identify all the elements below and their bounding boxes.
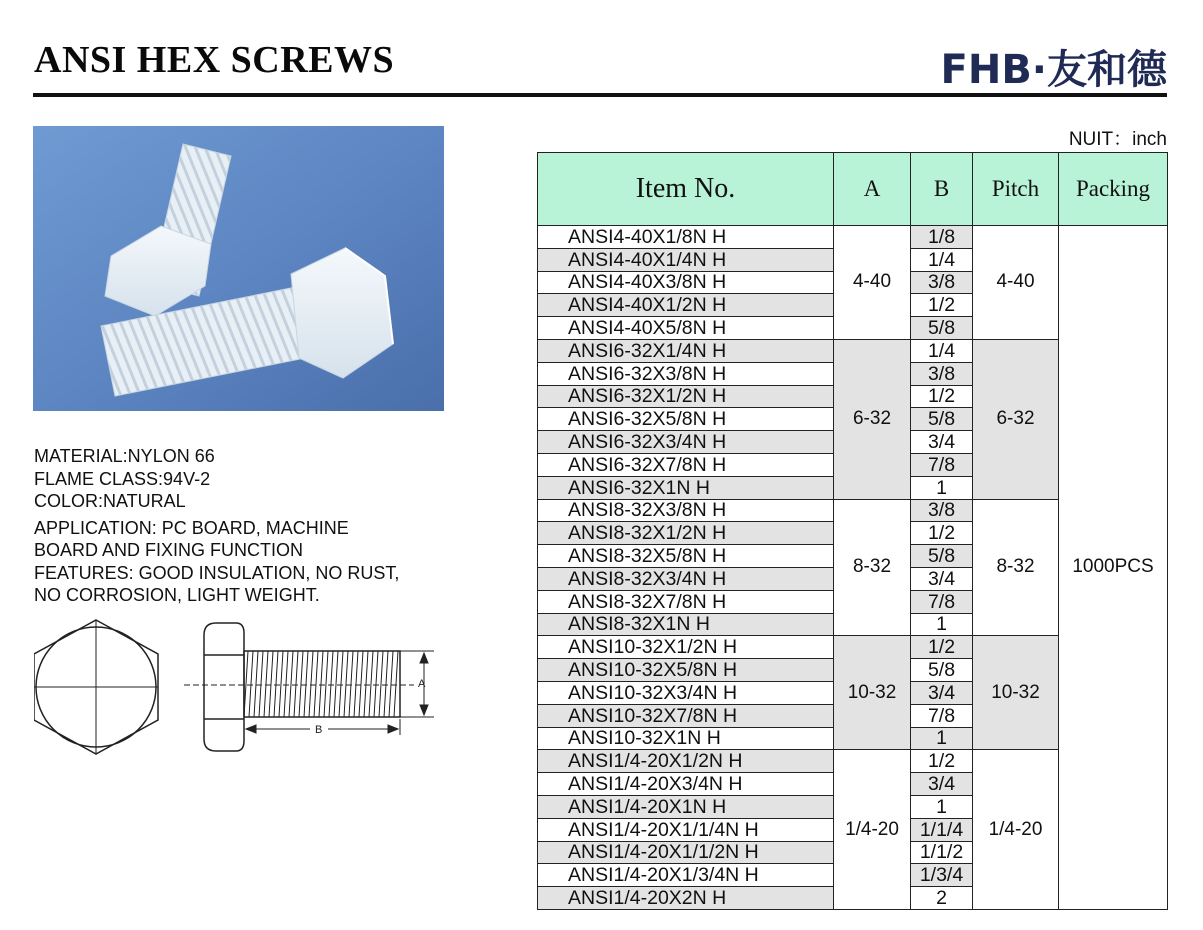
b-length-cell: 2 <box>911 887 973 910</box>
table-row <box>538 226 1168 249</box>
b-length-cell: 1/1/2 <box>911 841 973 864</box>
item-no-cell: ANSI6-32X1/4N H <box>538 339 834 362</box>
item-no-cell: ANSI1/4-20X3/4N H <box>538 773 834 796</box>
pitch-cell: 4-40 <box>973 226 1059 340</box>
b-length-cell: 1/3/4 <box>911 864 973 887</box>
dimension-a-label: A <box>418 678 426 690</box>
b-length-cell: 7/8 <box>911 590 973 613</box>
b-length-cell: 7/8 <box>911 704 973 727</box>
features-text-2: NO CORROSION, LIGHT WEIGHT. <box>34 585 320 605</box>
item-no-cell: ANSI4-40X1/2N H <box>538 294 834 317</box>
item-no-cell: ANSI10-32X1/2N H <box>538 636 834 659</box>
item-no-cell: ANSI6-32X3/8N H <box>538 362 834 385</box>
b-length-cell: 3/4 <box>911 431 973 454</box>
a-size-cell: 6-32 <box>834 339 911 499</box>
color-text: COLOR:NATURAL <box>34 491 186 511</box>
item-no-cell: ANSI4-40X1/4N H <box>538 248 834 271</box>
flame-class-text: FLAME CLASS:94V-2 <box>34 468 211 489</box>
item-no-cell: ANSI6-32X1N H <box>538 476 834 499</box>
b-length-cell: 1/4 <box>911 339 973 362</box>
item-no-cell: ANSI8-32X3/4N H <box>538 567 834 590</box>
item-no-cell: ANSI1/4-20X1/1/2N H <box>538 841 834 864</box>
a-size-cell: 4-40 <box>834 226 911 340</box>
item-no-cell: ANSI1/4-20X2N H <box>538 887 834 910</box>
thread-lines <box>244 651 398 717</box>
pitch-cell: 1/4-20 <box>973 750 1059 910</box>
b-length-cell: 1/2 <box>911 636 973 659</box>
b-length-cell: 1/1/4 <box>911 818 973 841</box>
header-pitch: Pitch <box>973 153 1059 226</box>
b-length-cell: 1 <box>911 727 973 750</box>
spec-table <box>537 152 1168 910</box>
item-no-cell: ANSI4-40X5/8N H <box>538 317 834 340</box>
item-no-cell: ANSI8-32X5/8N H <box>538 545 834 568</box>
b-length-cell: 1/2 <box>911 522 973 545</box>
b-length-cell: 7/8 <box>911 453 973 476</box>
b-length-cell: 1/2 <box>911 750 973 773</box>
b-length-cell: 1/2 <box>911 294 973 317</box>
item-no-cell: ANSI8-32X3/8N H <box>538 499 834 522</box>
item-no-cell: ANSI1/4-20X1/2N H <box>538 750 834 773</box>
b-length-cell: 5/8 <box>911 659 973 682</box>
brand-logo: FHB·友和德 <box>940 47 1167 93</box>
packing-cell: 1000PCS <box>1059 226 1168 910</box>
a-size-cell: 8-32 <box>834 499 911 636</box>
b-length-cell: 3/8 <box>911 362 973 385</box>
header-a: A <box>834 153 911 226</box>
b-length-cell: 5/8 <box>911 545 973 568</box>
item-no-cell: ANSI6-32X7/8N H <box>538 453 834 476</box>
b-length-cell: 1/4 <box>911 248 973 271</box>
screw-side-view <box>184 623 414 751</box>
header-packing: Packing <box>1059 153 1168 226</box>
features-text-1: FEATURES: GOOD INSULATION, NO RUST, <box>34 562 400 583</box>
b-length-cell: 1 <box>911 476 973 499</box>
item-no-cell: ANSI1/4-20X1/1/4N H <box>538 818 834 841</box>
material-specs <box>34 445 494 607</box>
b-length-cell: 1/2 <box>911 385 973 408</box>
b-length-cell: 5/8 <box>911 408 973 431</box>
item-no-cell: ANSI4-40X3/8N H <box>538 271 834 294</box>
item-no-cell: ANSI1/4-20X1N H <box>538 795 834 818</box>
item-no-cell: ANSI6-32X1/2N H <box>538 385 834 408</box>
a-size-cell: 1/4-20 <box>834 750 911 910</box>
item-no-cell: ANSI8-32X1/2N H <box>538 522 834 545</box>
b-length-cell: 1 <box>911 613 973 636</box>
hex-head-top-view <box>34 620 158 754</box>
application-text-1: APPLICATION: PC BOARD, MACHINE <box>34 517 349 538</box>
b-length-cell: 5/8 <box>911 317 973 340</box>
material-text: MATERIAL:NYLON 66 <box>34 446 215 466</box>
b-length-cell: 3/4 <box>911 773 973 796</box>
b-length-cell: 3/8 <box>911 271 973 294</box>
item-no-cell: ANSI1/4-20X1/3/4N H <box>538 864 834 887</box>
pitch-cell: 10-32 <box>973 636 1059 750</box>
header-divider <box>33 93 1167 97</box>
item-no-cell: ANSI6-32X3/4N H <box>538 431 834 454</box>
page-title: ANSI HEX SCREWS <box>34 39 395 81</box>
technical-drawing <box>34 615 444 755</box>
item-no-cell: ANSI8-32X1N H <box>538 613 834 636</box>
product-photo <box>33 126 444 411</box>
item-no-cell: ANSI6-32X5/8N H <box>538 408 834 431</box>
item-no-cell: ANSI10-32X7/8N H <box>538 704 834 727</box>
pitch-cell: 6-32 <box>973 339 1059 499</box>
pitch-cell: 8-32 <box>973 499 1059 636</box>
b-length-cell: 3/8 <box>911 499 973 522</box>
b-length-cell: 1/8 <box>911 226 973 249</box>
application-text-2: BOARD AND FIXING FUNCTION <box>34 540 304 560</box>
header-item-no: Item No. <box>538 153 834 226</box>
dimension-a <box>400 651 434 717</box>
b-length-cell: 1 <box>911 795 973 818</box>
dimension-b-label: B <box>315 724 323 736</box>
item-no-cell: ANSI4-40X1/8N H <box>538 226 834 249</box>
item-no-cell: ANSI10-32X3/4N H <box>538 681 834 704</box>
b-length-cell: 3/4 <box>911 681 973 704</box>
item-no-cell: ANSI10-32X1N H <box>538 727 834 750</box>
item-no-cell: ANSI10-32X5/8N H <box>538 659 834 682</box>
header-b: B <box>911 153 973 226</box>
b-length-cell: 3/4 <box>911 567 973 590</box>
item-no-cell: ANSI8-32X7/8N H <box>538 590 834 613</box>
unit-label: NUIT：inch <box>1068 129 1167 150</box>
a-size-cell: 10-32 <box>834 636 911 750</box>
